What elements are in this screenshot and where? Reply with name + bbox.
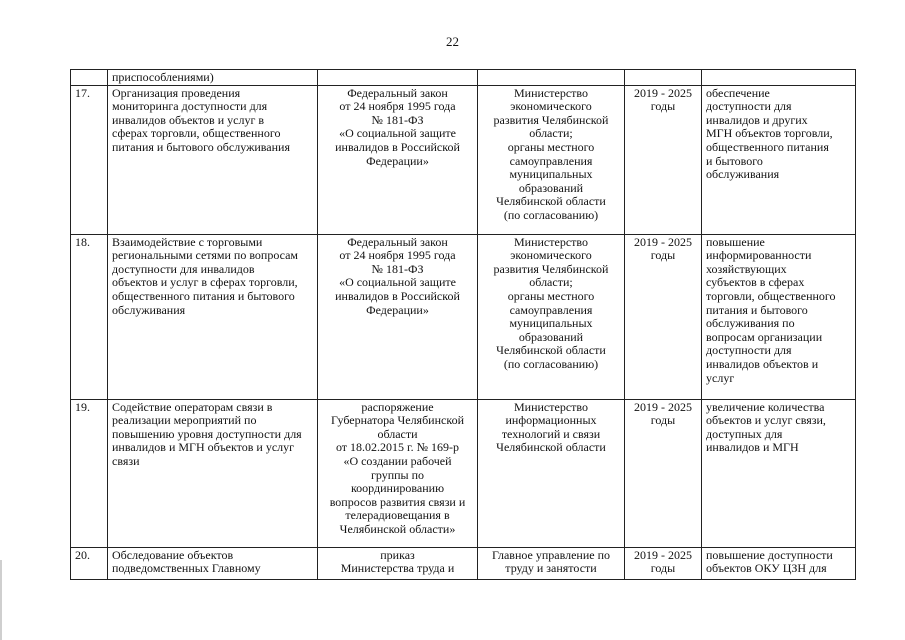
cell-line: Федерации» (366, 153, 429, 168)
cell-line: (по согласованию) (503, 207, 599, 222)
result-cell (702, 70, 856, 86)
cell-line: инвалидов и МГН объектов и услуг (112, 440, 295, 455)
cell-line: повышение доступности (706, 547, 833, 562)
cell-line: доступности для (706, 343, 792, 358)
result-cell (702, 234, 856, 399)
cell-line: подведомственных Главному (112, 561, 261, 576)
cell-line: связи (112, 453, 140, 468)
cell-line: «О создании рабочей (343, 453, 452, 468)
cell-line: муниципальных (509, 316, 593, 331)
cell-line: субъектов в сферах (706, 275, 805, 290)
cell-line: региональными сетями по вопросам (112, 248, 299, 263)
row-number: 18. (71, 234, 108, 399)
table-row (71, 547, 856, 579)
cell-line: образований (518, 180, 584, 195)
result-cell (702, 85, 856, 234)
cell-line: годы (650, 248, 676, 263)
cell-line: Челябинской области (496, 440, 606, 455)
row-number: 20. (71, 547, 108, 579)
cell-line: повышение (706, 234, 765, 249)
cell-line: образований (518, 329, 584, 344)
executor-cell (478, 85, 625, 234)
cell-line: реализации мероприятий по (112, 413, 257, 428)
cell-line: сферах торговли, общественного (112, 126, 281, 141)
cell-line: Министерства труда и (340, 561, 455, 576)
cell-line: развития Челябинской (493, 112, 609, 127)
row-number (71, 70, 108, 86)
cell-line: развития Челябинской (493, 261, 609, 276)
period-cell (625, 547, 702, 579)
cell-line: органы местного (507, 139, 595, 154)
cell-line: объектов и услуг в сферах торговли, (112, 275, 298, 290)
cell-line: обслуживания (112, 302, 186, 317)
result-cell (702, 547, 856, 579)
cell-line: информационных (505, 413, 597, 428)
executor-cell (478, 234, 625, 399)
cell-line: инвалидов объектов и (706, 356, 819, 371)
cell-line: от 24 ноября 1995 года (339, 248, 456, 263)
result-cell (702, 399, 856, 547)
cell-line: области; (529, 275, 573, 290)
cell-line: области (377, 426, 418, 441)
cell-line: вопросов развития связи и (329, 494, 466, 509)
cell-line: «О социальной защите (339, 126, 456, 141)
cell-line: Обследование объектов (112, 547, 234, 562)
cell-line: Главное управление по (491, 547, 611, 562)
cell-line: Взаимодействие с торговыми (112, 234, 263, 249)
cell-line: органы местного (507, 288, 595, 303)
basis-cell (318, 234, 478, 399)
cell-line: обслуживания по (706, 316, 795, 331)
cell-line: муниципальных (509, 167, 593, 182)
cell-line: от 18.02.2015 г. № 169-р (335, 440, 460, 455)
cell-line: от 24 ноября 1995 года (339, 99, 456, 114)
cell-line: питания и бытового обслуживания (112, 139, 290, 154)
cell-line: торговли, общественного (706, 288, 836, 303)
basis-cell (318, 70, 478, 86)
cell-line: повышению уровня доступности для (112, 426, 302, 441)
cell-line: обеспечение (706, 85, 770, 100)
cell-line: инвалидов и других (706, 112, 808, 127)
executor-cell (478, 399, 625, 547)
cell-line: Федеральный закон (347, 234, 448, 249)
row-number: 17. (71, 85, 108, 234)
cell-line: технологий и связи (501, 426, 601, 441)
measure-cell (108, 85, 318, 234)
measure-cell (108, 70, 318, 86)
cell-line: объектов и услуг связи, (706, 413, 826, 428)
cell-line: доступности для инвалидов (112, 261, 255, 276)
period-cell (625, 70, 702, 86)
cell-line: Федеральный закон (347, 85, 448, 100)
period-cell (625, 85, 702, 234)
cell-line: информированности (706, 248, 812, 263)
cell-line: приказ (380, 547, 415, 562)
cell-line: годы (650, 561, 676, 576)
cell-line: «О социальной защите (339, 275, 456, 290)
cell-line: Челябинской области» (339, 521, 456, 536)
cell-line: области; (529, 126, 573, 141)
cell-line: мониторинга доступности для (112, 99, 268, 114)
table-row (71, 85, 856, 234)
cell-line: самоуправления (509, 153, 593, 168)
row-number: 19. (71, 399, 108, 547)
scan-edge (0, 560, 2, 640)
executor-cell (478, 70, 625, 86)
table-row (71, 399, 856, 547)
cell-line: инвалидов в Российской (335, 139, 460, 154)
cell-line: Организация проведения (112, 85, 241, 100)
cell-line: доступных для (706, 426, 783, 441)
cell-line: увеличение количества (706, 399, 825, 414)
basis-cell (318, 547, 478, 579)
basis-cell (318, 399, 478, 547)
measure-cell (108, 234, 318, 399)
cell-line: инвалидов объектов и услуг в (112, 112, 265, 127)
cell-line: Министерство (514, 399, 588, 414)
cell-line: годы (650, 99, 676, 114)
cell-line: обслуживания (706, 167, 780, 182)
executor-cell (478, 547, 625, 579)
cell-line: Челябинской области (496, 343, 606, 358)
cell-line: распоряжение (361, 399, 434, 414)
cell-line: общественного питания (706, 139, 829, 154)
cell-line: телерадиовещания в (345, 508, 450, 523)
cell-line: МГН объектов торговли, (706, 126, 833, 141)
measure-cell (108, 547, 318, 579)
cell-line: экономического (510, 248, 592, 263)
cell-line: 2019 - 2025 (634, 547, 692, 562)
cell-line: доступности для (706, 99, 792, 114)
cell-line: Министерство (514, 85, 588, 100)
cell-line: общественного питания и бытового (112, 288, 295, 303)
cell-line: Министерство (514, 234, 588, 249)
table-row (71, 234, 856, 399)
basis-cell (318, 85, 478, 234)
cell-line: питания и бытового (706, 302, 808, 317)
cell-line: вопросам организации (706, 329, 823, 344)
cell-line: годы (650, 413, 676, 428)
cell-line: самоуправления (509, 302, 593, 317)
cell-line: 2019 - 2025 (634, 85, 692, 100)
measures-table (70, 69, 856, 580)
cell-line: Челябинской области (496, 194, 606, 209)
cell-line: № 181-ФЗ (371, 261, 424, 276)
cell-line: (по согласованию) (503, 356, 599, 371)
cell-line: 2019 - 2025 (634, 234, 692, 249)
table-row (71, 70, 856, 86)
cell-line: 2019 - 2025 (634, 399, 692, 414)
cell-line: объектов ОКУ ЦЗН для (706, 561, 827, 576)
cell-line: инвалидов и МГН (706, 440, 799, 455)
cell-line: приспособлениями) (112, 70, 214, 84)
cell-line: Федерации» (366, 302, 429, 317)
period-cell (625, 234, 702, 399)
cell-line: экономического (510, 99, 592, 114)
cell-line: Губернатора Челябинской (331, 413, 464, 428)
cell-line: инвалидов в Российской (335, 288, 460, 303)
cell-line: № 181-ФЗ (371, 112, 424, 127)
cell-line: хозяйствующих (706, 261, 787, 276)
page-number: 22 (446, 34, 459, 49)
cell-line: Содействие операторам связи в (112, 399, 273, 414)
cell-line: и бытового (706, 153, 763, 168)
cell-line: услуг (706, 370, 735, 385)
cell-line: координированию (350, 481, 445, 496)
cell-line: группы по (370, 467, 425, 482)
cell-line: труду и занятости (505, 561, 597, 576)
measure-cell (108, 399, 318, 547)
period-cell (625, 399, 702, 547)
